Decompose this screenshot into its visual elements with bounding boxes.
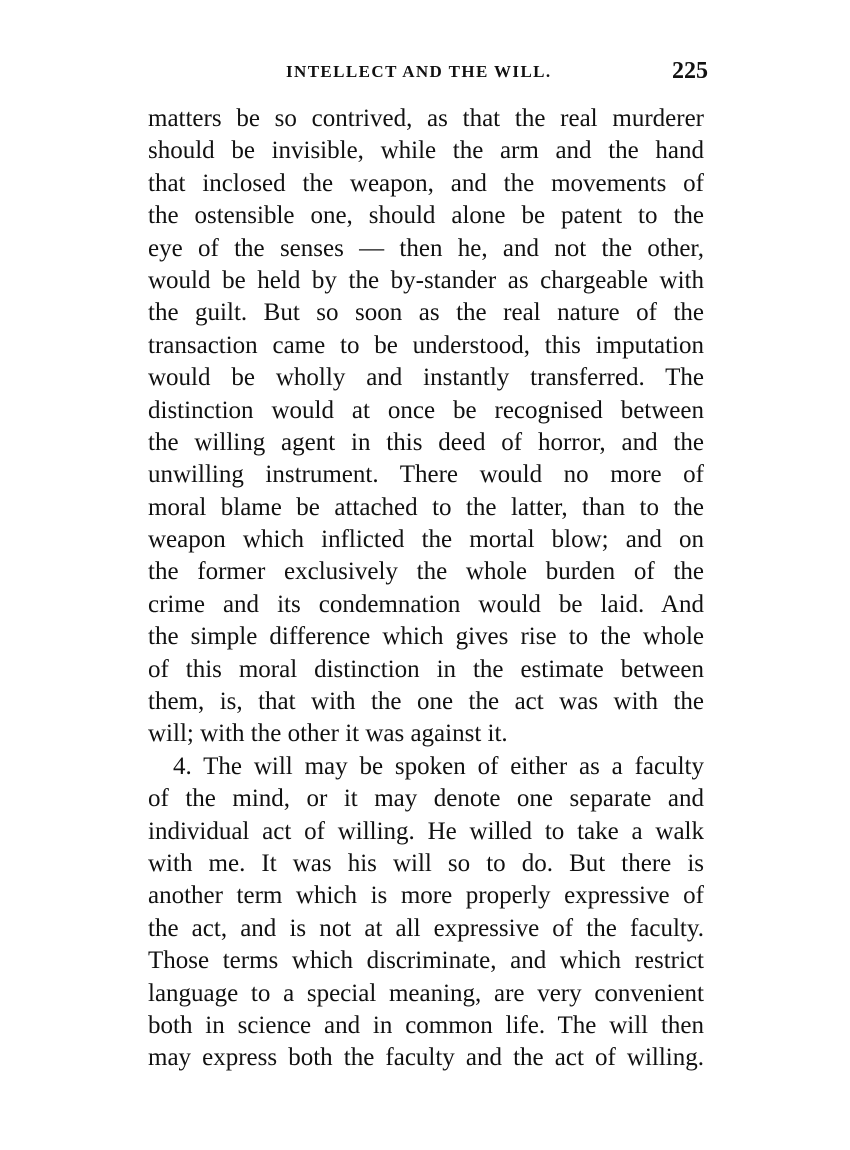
text-line: would be held by the by-stander as chargeable with [148,266,704,294]
text-line: crime and its condemnation would be laid. And [148,590,704,618]
running-title: INTELLECT AND THE WILL. [286,62,552,81]
page-number: 225 [672,58,708,84]
text-line: the act, and is not at all expressive of the faculty. [148,914,704,942]
text-line: will; with the other it was against it. [148,720,508,748]
text-line: another term which is more properly expressive of [148,882,704,910]
text-line: should be invisible, while the arm and the hand [148,137,704,165]
text-line: matters be so contrived, as that the real murderer [148,105,704,132]
text-line: the willing agent in this deed of horror, and the [148,428,704,456]
text-line: distinction would at once be recognised between [148,396,704,424]
running-head [148,58,708,88]
text-line: the former exclusively the whole burden of the [148,558,704,586]
text-line: with me. It was his will so to do. But there is [148,849,704,877]
text-line: them, is, that with the one the act was with the [148,688,704,716]
text-line: of the mind, or it may denote one separate and [148,785,704,813]
text-line: language to a special meaning, are very convenient [148,979,704,1007]
text-line: of this moral distinction in the estimate between [148,655,704,683]
text-line: eye of the senses — then he, and not the other, [148,234,704,262]
text-line: that inclosed the weapon, and the movements of [148,169,704,197]
section-4-start-line: 4. The will may be spoken of either as a faculty [173,752,704,780]
text-line: individual act of willing. He willed to take a walk [148,817,704,845]
text-line: moral blame be attached to the latter, than to the [148,493,704,521]
text-line: Those terms which discriminate, and which restrict [148,947,704,975]
text-line: the simple difference which gives rise to the whole [148,623,704,651]
text-line: would be wholly and instantly transferred. The [148,364,704,392]
text-line: transaction came to be understood, this imputation [148,331,704,359]
text-line: both in science and in common life. The will then [148,1011,704,1039]
text-line: the guilt. But so soon as the real nature of the [148,299,704,327]
text-line: may express both the faculty and the act of willing. [148,1044,704,1072]
text-line: unwilling instrument. There would no more of [148,461,704,489]
text-line: the ostensible one, should alone be patent to the [148,202,704,230]
body-text [148,103,704,1075]
text-line: weapon which inflicted the mortal blow; and on [148,526,704,554]
